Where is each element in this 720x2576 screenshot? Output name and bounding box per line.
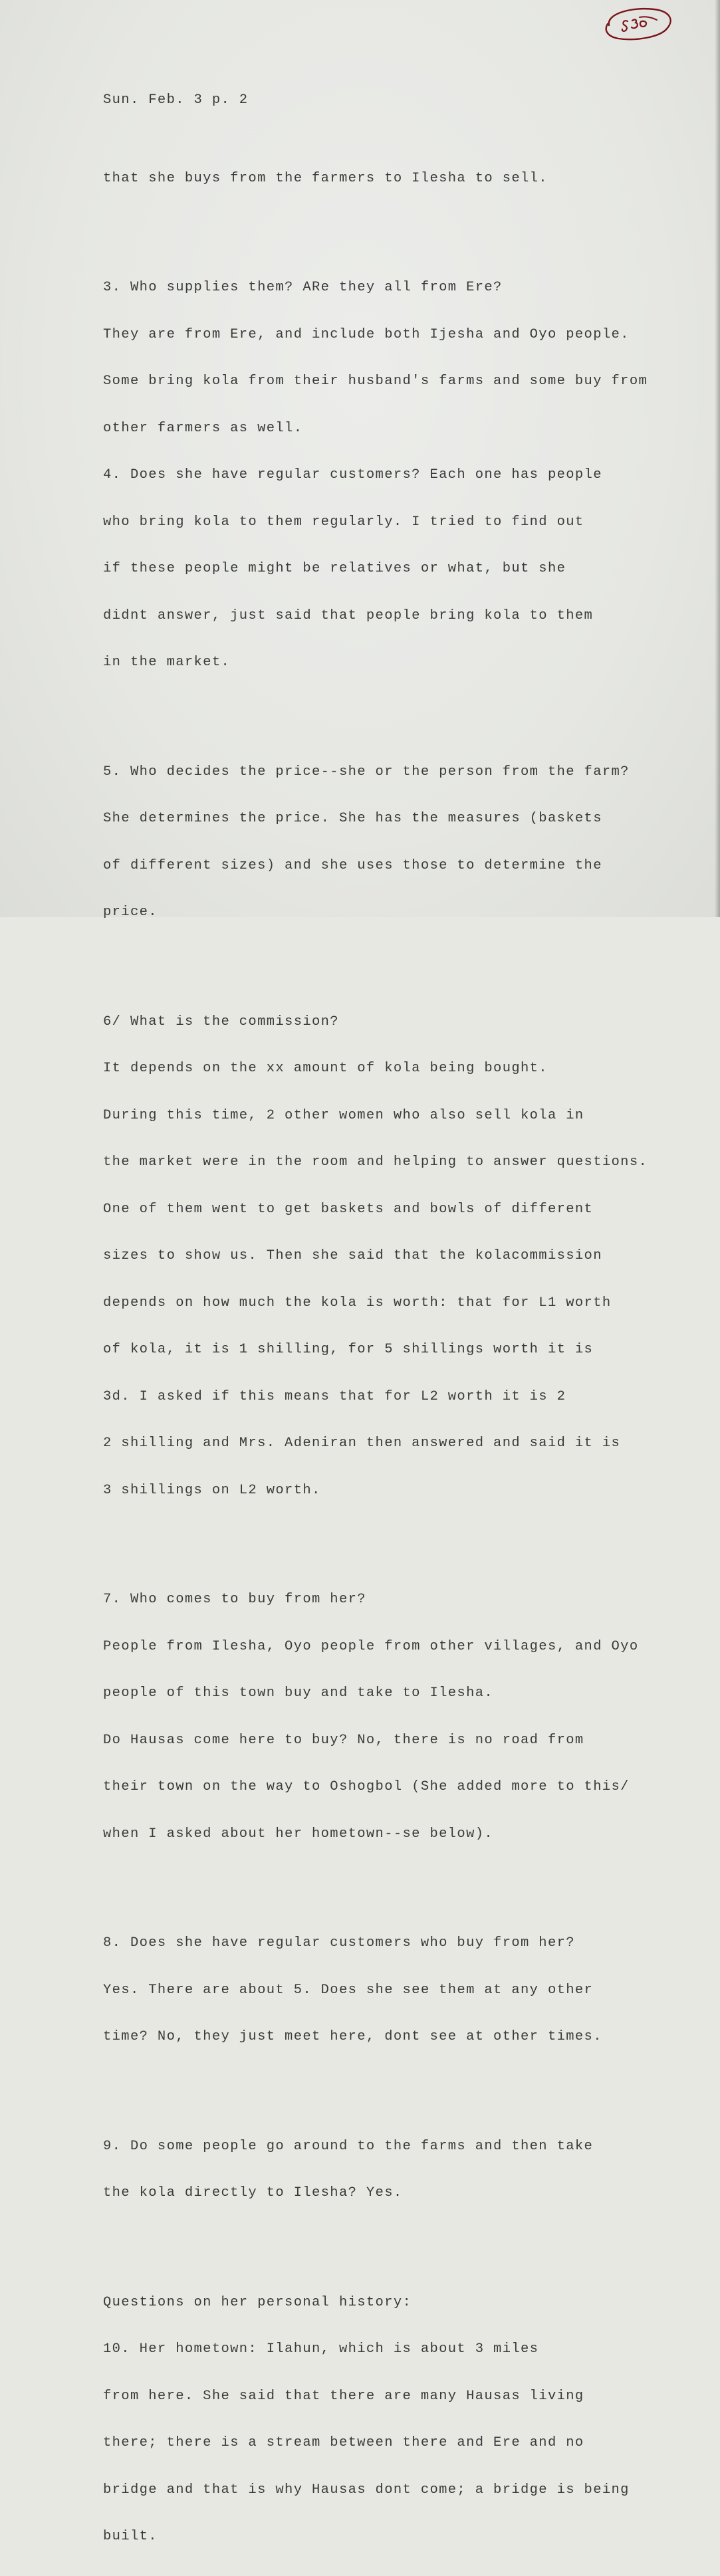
- text-line: During this time, 2 other women who also sell kola in: [103, 1107, 584, 1123]
- text-line: time? No, they just meet here, dont see at other times.: [103, 2029, 602, 2044]
- text-line: It depends on the xx amount of kola being bought.: [103, 1061, 548, 1076]
- text-line: 4. Does she have regular customers? Each one has people: [103, 467, 602, 483]
- paragraph-gap: [103, 702, 688, 718]
- text-line: from here. She said that there are many Hausas living: [103, 2388, 584, 2404]
- text-line: 10. Her hometown: Ilahun, which is about 3 miles: [103, 2341, 539, 2357]
- text-line: that she buys from the farmers to Ilesha to sell.: [103, 170, 548, 186]
- text-line: sizes to show us. Then she said that the kolacommission: [103, 1248, 602, 1263]
- text-line: They are from Ere, and include both Ijesha and Oyo people.: [103, 326, 630, 342]
- text-line: in the market.: [103, 655, 231, 670]
- text-line: bridge and that is why Hausas dont come; a bridge is being: [103, 2482, 630, 2498]
- text-line: of kola, it is 1 shilling, for 5 shillings worth it is: [103, 1342, 594, 1357]
- typed-text: [103, 61, 688, 2576]
- text-line: Yes. There are about 5. Does she see them at any other: [103, 1982, 594, 1998]
- text-line: People from Ilesha, Oyo people from other villages, and Oyo: [103, 1638, 639, 1654]
- text-line: when I asked about her hometown--se below).: [103, 1826, 494, 1842]
- paragraph-gap: [103, 1529, 688, 1545]
- handwritten-page-number: [601, 5, 673, 41]
- text-line: their town on the way to Oshogbol (She added more to this/: [103, 1779, 630, 1794]
- paragraph-gap: [103, 2232, 688, 2248]
- text-line: the market were in the room and helping to answer questions.: [103, 1154, 648, 1170]
- text-line: other farmers as well.: [103, 420, 303, 436]
- text-line: price.: [103, 905, 158, 920]
- text-line: 5. Who decides the price--she or the person from the farm?: [103, 764, 630, 780]
- page-header: Sun. Feb. 3 p. 2: [103, 92, 249, 108]
- text-line: who bring kola to them regularly. I tried to find out: [103, 514, 584, 530]
- text-line: people of this town buy and take to Ilesha.: [103, 1685, 494, 1701]
- text-line: 3 shillings on L2 worth.: [103, 1482, 321, 1498]
- circled-number-icon: [601, 5, 673, 41]
- text-line: depends on how much the kola is worth: that for L1 worth: [103, 1295, 612, 1311]
- text-line: 9. Do some people go around to the farms and then take: [103, 2138, 594, 2154]
- text-line: Questions on her personal history:: [103, 2294, 412, 2310]
- text-line: 7. Who comes to buy from her?: [103, 1592, 366, 1607]
- text-line: didnt answer, just said that people bring kola to them: [103, 607, 594, 623]
- paragraph-gap: [103, 1873, 688, 1889]
- text-line: if these people might be relatives or what, but she: [103, 561, 566, 576]
- text-line: 8. Does she have regular customers who buy from her?: [103, 1935, 575, 1951]
- page-edge-shadow: [715, 0, 720, 917]
- text-line: Do Hausas come here to buy? No, there is no road from: [103, 1732, 584, 1748]
- paragraph-gap: [103, 952, 688, 968]
- text-line: there; there is a stream between there and Ere and no: [103, 2435, 584, 2450]
- text-line: of different sizes) and she uses those to determine the: [103, 857, 602, 873]
- text-line: 3d. I asked if this means that for L2 worth it is 2: [103, 1388, 566, 1404]
- text-line: 3. Who supplies them? ARe they all from Ere?: [103, 280, 503, 295]
- text-line: One of them went to get baskets and bowls of different: [103, 1201, 594, 1217]
- paragraph-gap: [103, 217, 688, 233]
- text-line: 2 shilling and Mrs. Adeniran then answered and said it is: [103, 1436, 621, 1451]
- text-line: the kola directly to Ilesha? Yes.: [103, 2185, 403, 2200]
- text-line: built.: [103, 2529, 158, 2544]
- text-line: 6/ What is the commission?: [103, 1014, 339, 1029]
- text-line: She determines the price. She has the measures (baskets: [103, 811, 602, 826]
- text-line: Some bring kola from their husband's farms and some buy from: [103, 374, 648, 389]
- paragraph-gap: [103, 2076, 688, 2092]
